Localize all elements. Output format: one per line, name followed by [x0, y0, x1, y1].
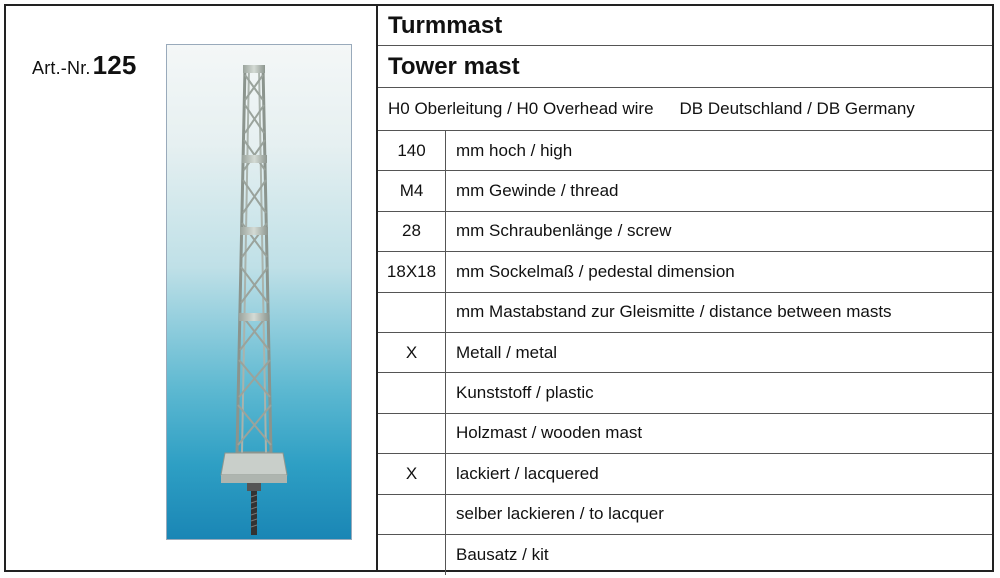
spec-row	[378, 131, 992, 171]
spec-value	[378, 373, 446, 412]
title-german: Turmmast	[388, 11, 503, 39]
subtitle-left: H0 Oberleitung / H0 Overhead wire	[388, 99, 654, 118]
spec-label: mm Gewinde / thread	[456, 181, 619, 201]
spec-row	[378, 373, 992, 413]
title-english: Tower mast	[388, 52, 520, 80]
spec-label: Holzmast / wooden mast	[456, 423, 643, 443]
spec-table	[378, 6, 992, 570]
spec-label: Metall / metal	[456, 342, 558, 362]
spec-row	[378, 212, 992, 252]
spec-row	[378, 414, 992, 454]
title-row-en	[378, 46, 992, 88]
spec-row	[378, 454, 992, 494]
title-row-de	[378, 6, 992, 46]
article-number-value: 125	[92, 50, 137, 80]
spec-label: selber lackieren / to lacquer	[456, 504, 664, 524]
datasheet-frame	[4, 4, 994, 572]
spec-label: mm Mastabstand zur Gleismitte / distance between masts	[456, 302, 892, 322]
left-panel	[6, 6, 376, 570]
spec-value: X	[378, 454, 446, 493]
tower-mast-illustration	[167, 45, 351, 539]
spec-value: X	[378, 333, 446, 372]
spec-label: Bausatz / kit	[456, 545, 549, 565]
spec-label: mm hoch / high	[456, 140, 573, 160]
spec-label: mm Schraubenlänge / screw	[456, 221, 672, 241]
spec-label: lackiert / lacquered	[456, 463, 599, 483]
spec-value: 140	[378, 131, 446, 170]
spec-row	[378, 293, 992, 333]
spec-label: Kunststoff / plastic	[456, 383, 594, 403]
spec-value: M4	[378, 171, 446, 210]
product-photo	[166, 44, 352, 540]
spec-value: 28	[378, 212, 446, 251]
subtitle-row	[378, 88, 992, 131]
spec-label: mm Sockelmaß / pedestal dimension	[456, 261, 735, 281]
spec-value	[378, 535, 446, 575]
article-number	[32, 50, 137, 81]
spec-row	[378, 535, 992, 575]
spec-row	[378, 171, 992, 211]
spec-value: 18X18	[378, 252, 446, 291]
spec-row	[378, 495, 992, 535]
spec-row	[378, 252, 992, 292]
spec-row	[378, 333, 992, 373]
spec-value	[378, 414, 446, 453]
subtitle-right: DB Deutschland / DB Germany	[679, 99, 915, 118]
spec-value	[378, 495, 446, 534]
spec-value	[378, 293, 446, 332]
article-prefix: Art.-Nr.	[32, 58, 91, 78]
